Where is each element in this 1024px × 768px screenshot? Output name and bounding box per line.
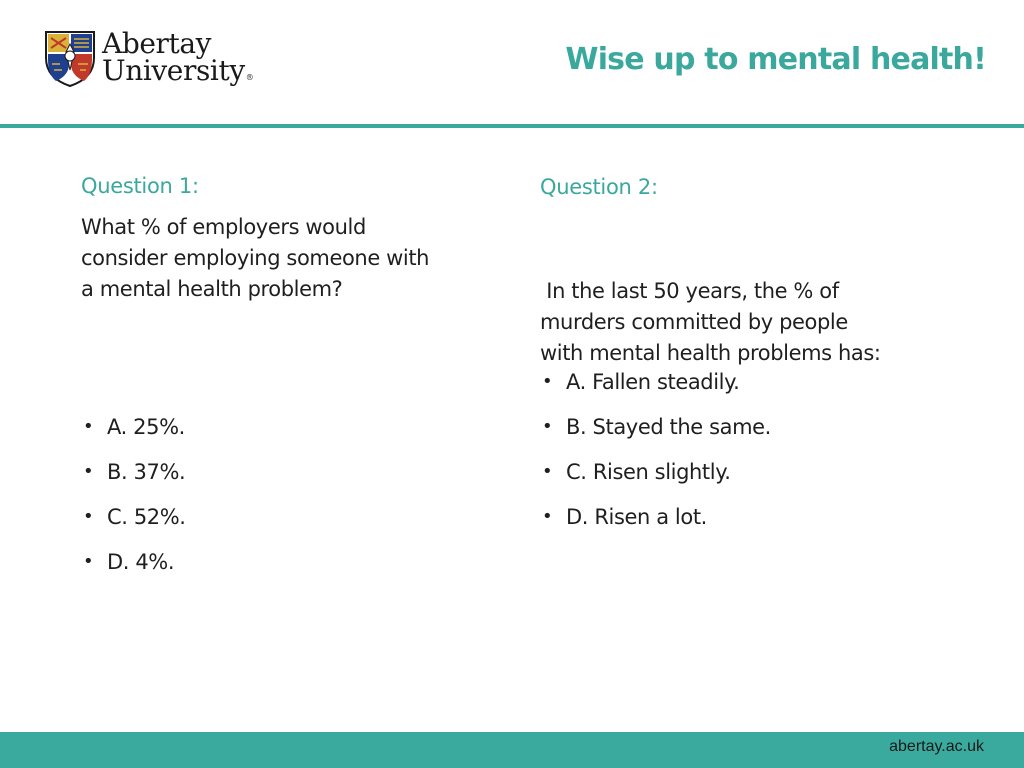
question-1-panel <box>81 168 501 574</box>
question-1-option-b <box>81 454 481 499</box>
registered-mark: ® <box>245 73 254 82</box>
option-label: B. 37%. <box>107 460 186 484</box>
question-1-text-line: a mental health problem? <box>81 277 343 301</box>
question-1-option-a <box>81 409 481 454</box>
bullet-icon: • <box>542 506 553 527</box>
option-label: D. Risen a lot. <box>566 505 707 529</box>
question-2-option-c <box>540 454 940 499</box>
question-2-heading: Question 2: <box>540 175 658 199</box>
option-label: C. Risen slightly. <box>566 460 731 484</box>
question-2-text-line: murders committed by people <box>540 310 848 334</box>
logo-line-1: Abertay <box>102 27 212 60</box>
bullet-icon: • <box>83 461 94 482</box>
abertay-logo <box>44 27 254 90</box>
option-label: C. 52%. <box>107 505 186 529</box>
question-1-option-d <box>81 544 481 589</box>
bullet-icon: • <box>83 416 94 437</box>
question-2-panel <box>540 168 960 529</box>
bullet-icon: • <box>542 461 553 482</box>
question-2-option-a <box>540 364 940 409</box>
option-label: D. 4%. <box>107 550 175 574</box>
bullet-icon: • <box>542 371 553 392</box>
logo-line-2 <box>102 54 254 91</box>
logo-line-2-text: University <box>102 54 245 87</box>
question-1-option-c <box>81 499 481 544</box>
question-1-text <box>81 212 501 305</box>
bullet-icon: • <box>83 551 94 572</box>
question-1-heading: Question 1: <box>81 174 199 198</box>
question-2-options <box>540 364 940 544</box>
question-2-text-line: with mental health problems has: <box>540 341 881 365</box>
option-label: B. Stayed the same. <box>566 415 771 439</box>
footer-url: abertay.ac.uk <box>889 738 984 755</box>
slide-title: Wise up to mental health! <box>565 42 986 77</box>
question-1-text-line: What % of employers would <box>81 215 366 239</box>
option-label: A. 25%. <box>107 415 185 439</box>
bullet-icon: • <box>83 506 94 527</box>
question-2-text-line: In the last 50 years, the % of <box>540 279 839 303</box>
question-1-text-line: consider employing someone with <box>81 246 430 270</box>
university-crest-icon <box>44 30 96 88</box>
logo-wordmark <box>102 27 254 91</box>
question-2-option-b <box>540 409 940 454</box>
footer-bar <box>0 732 1024 768</box>
bullet-icon: • <box>542 416 553 437</box>
question-2-option-d <box>540 499 940 544</box>
header-divider <box>0 124 1024 128</box>
option-label: A. Fallen steadily. <box>566 370 740 394</box>
question-1-options <box>81 409 481 589</box>
